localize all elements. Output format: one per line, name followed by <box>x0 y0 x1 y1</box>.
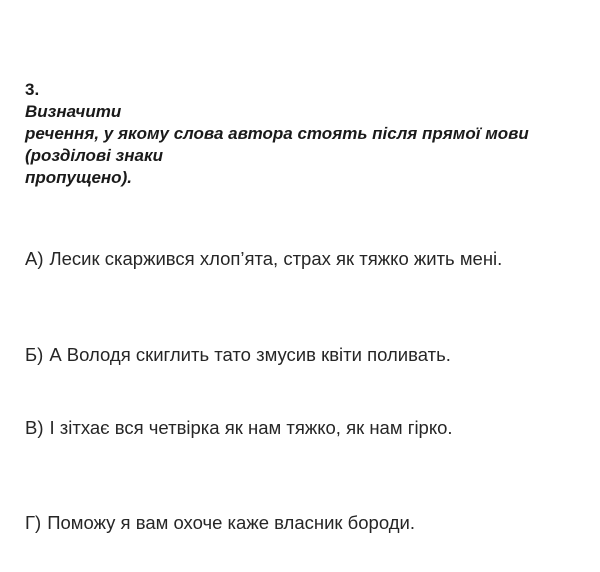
answer-letter-a: А) <box>25 248 44 269</box>
answer-option-a <box>25 247 535 271</box>
answer-text-v: І зітхає вся четвірка як нам тяжко, як нам гірко. <box>49 417 453 438</box>
answer-option-b <box>25 343 545 367</box>
answer-text-g: Поможу я вам охоче каже власник бороди. <box>47 512 415 533</box>
answer-letter-g: Г) <box>25 512 42 533</box>
question-line-3: (розділові знаки <box>25 146 163 165</box>
answer-option-g <box>25 511 545 535</box>
question-number: 3. <box>25 80 40 99</box>
answer-letter-v: В) <box>25 417 44 438</box>
answer-letter-b: Б) <box>25 344 44 365</box>
question-line-1: Визначити <box>25 102 122 121</box>
answer-option-v <box>25 416 475 440</box>
question-line-4: пропущено). <box>25 168 132 187</box>
answer-text-b: А Володя скиглить тато змусив квіти поливать. <box>49 344 451 365</box>
question-line-2: речення, у якому слова автора стоять після прямої мови <box>25 124 529 143</box>
answer-text-a: Лесик скаржився хлоп’ята, страх як тяжко жить мені. <box>49 248 503 269</box>
question-block <box>25 79 590 189</box>
